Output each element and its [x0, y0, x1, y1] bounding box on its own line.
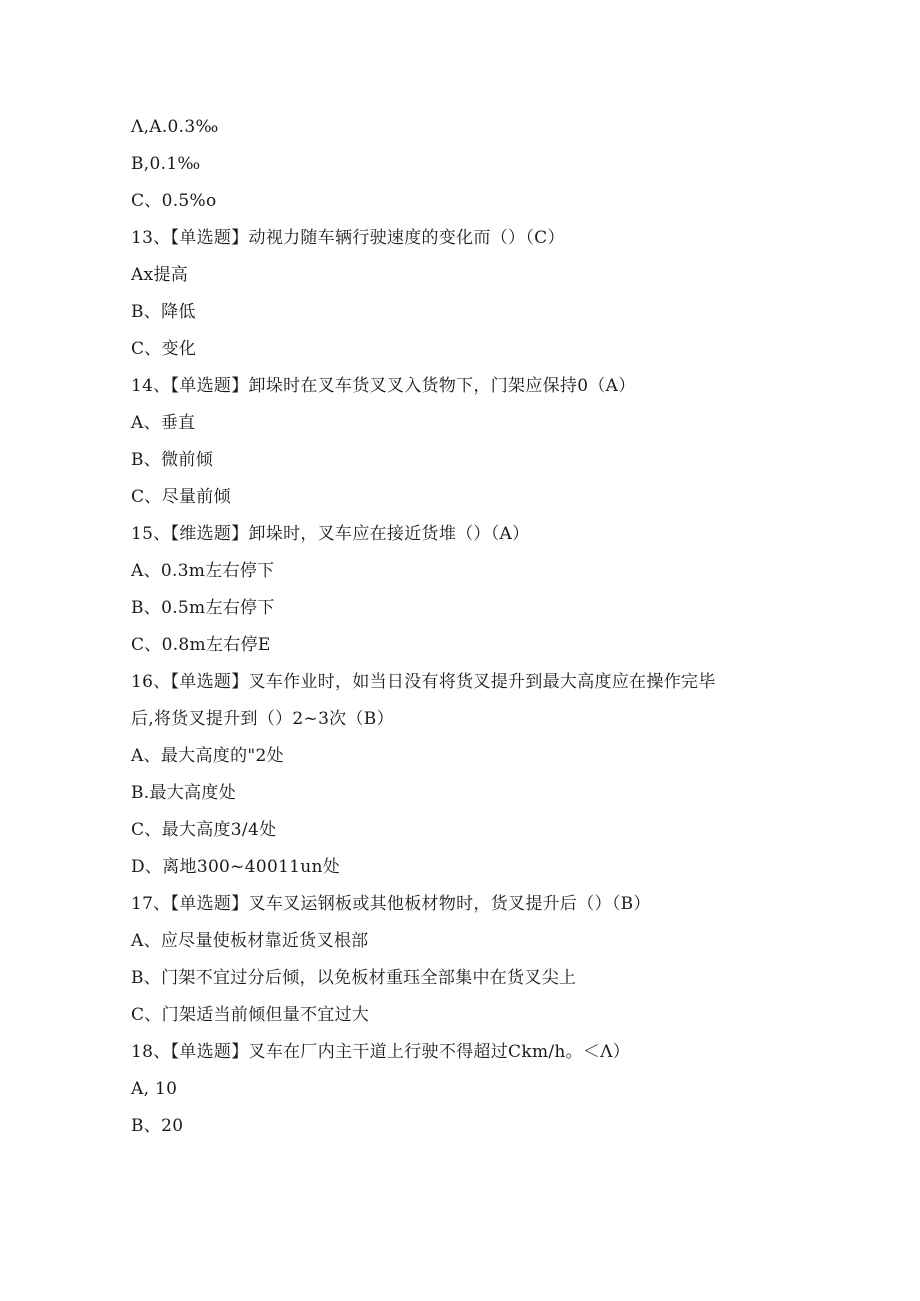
option-a-q14: A、垂直 — [131, 413, 196, 433]
option-c-q14: C、尽量前倾 — [131, 487, 231, 507]
option-a-q15: A、0.3m左右停下 — [131, 561, 275, 581]
option-c-q15: C、0.8m左右停E — [131, 635, 271, 655]
document-content — [131, 112, 821, 1148]
question-13: 13、【单选题】动视力随车辆行驶速度的变化而（）（C） — [131, 228, 565, 248]
option-c-q12: C、0.5%o — [131, 191, 217, 211]
option-b-q17: B、门架不宜过分后倾，以免板材重珏全部集中在货叉尖上 — [131, 968, 577, 988]
option-b-q18: B、20 — [131, 1116, 184, 1136]
option-a-q17: A、应尽量使板材靠近货叉根部 — [131, 931, 369, 951]
question-14: 14、【单选题】卸垛时在叉车货叉叉入货物下，门架应保持0（A） — [131, 376, 636, 396]
option-b-q15: B、0.5m左右停下 — [131, 598, 275, 618]
question-17: 17、【单选题】叉车叉运钢板或其他板材物时，货叉提升后（）（B） — [131, 894, 651, 914]
question-18: 18、【单选题】叉车在厂内主干道上行驶不得超过Ckm/h。＜Λ） — [131, 1042, 631, 1062]
option-a-q12: Λ,A.0.3‰ — [131, 117, 219, 137]
option-a-q18: A, 10 — [131, 1079, 178, 1099]
option-d-q16: D、离地300~40011un处 — [131, 857, 341, 877]
option-a-q13: Ax提高 — [131, 265, 189, 285]
option-c-q13: C、变化 — [131, 339, 197, 359]
question-15: 15、【维选题】卸垛时，叉车应在接近货堆（）（A） — [131, 524, 530, 544]
question-16-continued: 后,将货叉提升到（）2~3次（B） — [131, 709, 394, 729]
option-b-q13: B、降低 — [131, 302, 196, 322]
question-16: 16、【单选题】叉车作业时，如当日没有将货叉提升到最大高度应在操作完毕 — [131, 672, 716, 692]
option-c-q16: C、最大高度3/4处 — [131, 820, 277, 840]
option-b-q16: B.最大高度处 — [131, 783, 236, 803]
option-a-q16: A、最大高度的"2处 — [131, 746, 284, 766]
option-b-q12: B,0.1‰ — [131, 154, 201, 174]
option-b-q14: B、微前倾 — [131, 450, 213, 470]
option-c-q17: C、门架适当前倾但量不宜过大 — [131, 1005, 370, 1025]
